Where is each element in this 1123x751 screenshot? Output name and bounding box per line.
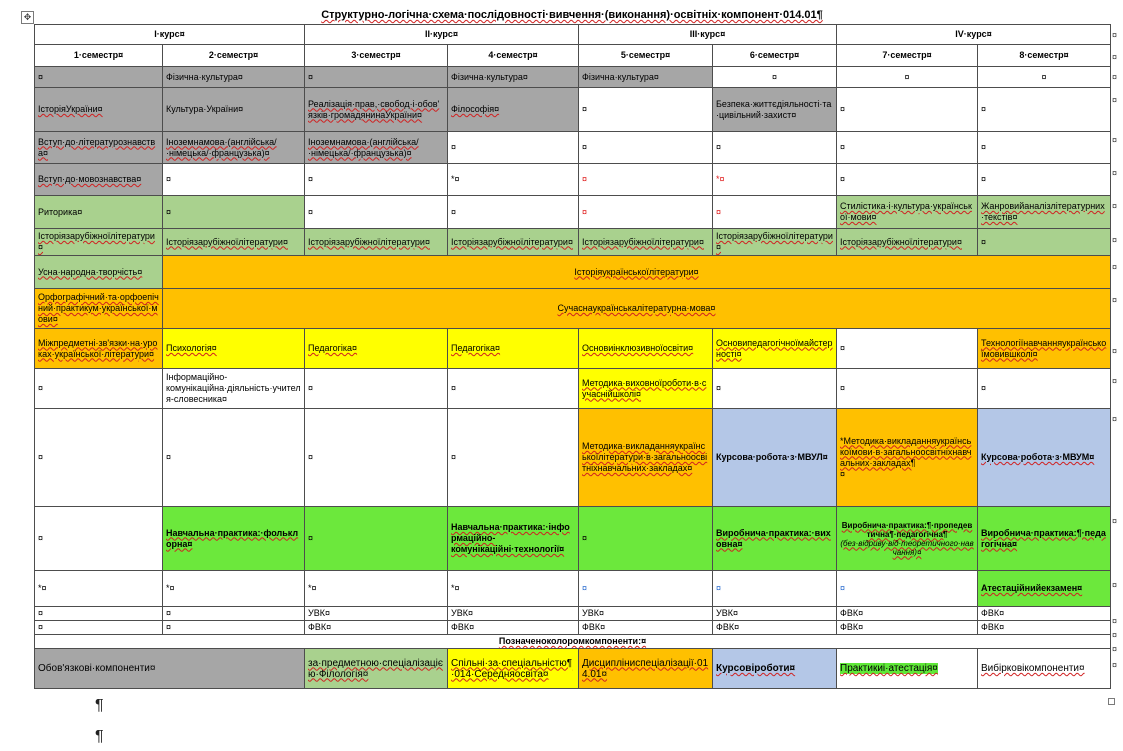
semester-header: 4·семестр¤ bbox=[448, 45, 579, 67]
end-of-row-mark: ¤ bbox=[1112, 346, 1118, 356]
table-cell[interactable]: ¤ bbox=[305, 164, 448, 196]
table-cell[interactable]: ¤ bbox=[713, 571, 837, 607]
table-cell[interactable]: ¤ bbox=[837, 571, 978, 607]
semester-header: 8·семестр¤ bbox=[978, 45, 1111, 67]
table-cell[interactable]: ¤ bbox=[978, 164, 1111, 196]
table-cell[interactable]: ¤ bbox=[448, 409, 579, 507]
table-cell[interactable]: Орфографічний·та·орфоепічний·практикум·української·мови¤ bbox=[38, 292, 159, 324]
page-title: Структурно-логічна·схема·послідовності·вивчення·(виконання)·освітніх·компонент·014.01¶ bbox=[321, 9, 823, 21]
table-cell[interactable]: ¤ bbox=[448, 132, 579, 164]
paragraph-mark: ¶ bbox=[95, 728, 104, 745]
course-header-2: II·курс¤ bbox=[305, 25, 579, 45]
course-header-3: III·курс¤ bbox=[579, 25, 837, 45]
table-cell[interactable]: ¤ bbox=[837, 67, 978, 88]
table-cell[interactable]: ¤ bbox=[837, 88, 978, 132]
table-cell[interactable]: ¤ bbox=[579, 132, 713, 164]
table-cell[interactable]: *¤ bbox=[163, 571, 305, 607]
legend-specialization-philology: за·предметною·спеціалізацією·Філологія¤ bbox=[308, 657, 443, 680]
table-cell[interactable]: ¤ bbox=[35, 67, 163, 88]
table-cell[interactable]: ФВК¤ bbox=[837, 607, 978, 621]
table-cell[interactable]: Вступ·до·мовознавства¤ bbox=[38, 174, 142, 184]
table-cell[interactable]: ¤ bbox=[837, 329, 978, 369]
semester-header: 2·семестр¤ bbox=[163, 45, 305, 67]
table-cell[interactable]: ¤ bbox=[713, 196, 837, 229]
end-of-row-mark: ¤ bbox=[1112, 630, 1118, 640]
table-cell[interactable]: ¤ bbox=[35, 621, 163, 635]
table-cell[interactable]: ¤ bbox=[163, 196, 305, 229]
table-cell[interactable]: ¤ bbox=[35, 409, 163, 507]
table-cell[interactable]: ¤ bbox=[579, 571, 713, 607]
table-cell[interactable]: Історіязарубіжноїлітератури¤ bbox=[582, 236, 704, 247]
table-cell[interactable]: Історіязарубіжноїлітератури¤ bbox=[716, 231, 833, 252]
table-cell[interactable]: ¤ bbox=[163, 621, 305, 635]
table-cell[interactable]: ¤ bbox=[978, 132, 1111, 164]
table-cell[interactable]: ¤ bbox=[713, 132, 837, 164]
table-cell[interactable]: Виробнича·практика:·виховна¤ bbox=[716, 527, 831, 549]
table-cell[interactable]: ¤ bbox=[35, 369, 163, 409]
table-cell[interactable]: ¤ bbox=[448, 196, 579, 229]
table-cell[interactable]: ¤ bbox=[579, 164, 713, 196]
table-cell[interactable]: ІсторіяУкраїни¤ bbox=[38, 104, 103, 114]
table-cell[interactable]: Усна·народна·творчість¤ bbox=[38, 266, 143, 277]
table-cell[interactable]: *¤ bbox=[35, 571, 163, 607]
end-of-row-mark: ¤ bbox=[1112, 616, 1118, 626]
table-cell[interactable]: Технологіїнавчанняукраїнськоїмовившколі¤ bbox=[981, 337, 1107, 359]
table-cell[interactable]: ¤ bbox=[305, 196, 448, 229]
table-cell[interactable]: ¤ bbox=[163, 409, 305, 507]
semester-header: 5·семестр¤ bbox=[579, 45, 713, 67]
table-cell[interactable]: ¤ bbox=[837, 164, 978, 196]
table-cell[interactable]: Основиінклюзивноїосвіти¤ bbox=[582, 343, 694, 353]
legend-elective: Вибірковікомпоненти¤ bbox=[981, 663, 1085, 674]
table-cell[interactable]: Риторика¤ bbox=[35, 196, 163, 229]
table-cell[interactable]: Курсова·робота·з·МВУЛ¤ bbox=[713, 409, 837, 507]
semester-header: 7·семестр¤ bbox=[837, 45, 978, 67]
table-cell[interactable]: ¤ bbox=[978, 369, 1111, 409]
table-cell[interactable]: Сучаснаукраїнськалітературна·мова¤ bbox=[557, 303, 716, 313]
curriculum-table bbox=[34, 24, 1111, 689]
table-cell[interactable]: ¤ bbox=[305, 67, 448, 88]
legend-mandatory: Обов'язкові·компоненти¤ bbox=[35, 649, 305, 689]
table-resize-handle-icon[interactable] bbox=[1108, 698, 1115, 705]
end-of-row-mark: ¤ bbox=[1112, 644, 1118, 654]
table-cell[interactable]: УВК¤ bbox=[448, 607, 579, 621]
table-cell[interactable]: Основипедагогічноїмайстерності¤ bbox=[716, 337, 833, 359]
table-cell[interactable]: Філософія¤ bbox=[451, 104, 500, 114]
semester-header: 1·семестр¤ bbox=[35, 45, 163, 67]
table-cell-note: (без·відриву·від·теоретичного·навчання)¤ bbox=[840, 538, 974, 557]
table-cell[interactable]: ¤ bbox=[305, 409, 448, 507]
table-cell[interactable]: Інформаційно-комунікаційна·діяльність·учителя-словесника¤ bbox=[163, 369, 305, 409]
end-of-row-mark: ¤ bbox=[1112, 168, 1118, 178]
end-of-row-mark: ¤ bbox=[1112, 30, 1118, 40]
legend-common-specialty: Спільні·за·спеціальністю¶·014·Середняосвіта¤ bbox=[451, 657, 573, 680]
table-cell[interactable]: Історіязарубіжноїлітератури¤ bbox=[451, 236, 573, 247]
table-cell[interactable]: ¤ bbox=[305, 369, 448, 409]
table-cell[interactable]: *Методика·викладанняукраїнськоїмови·в·загальноосвітніхнавчальних·закладах¶ bbox=[840, 435, 972, 468]
course-header-4: IV·курс¤ bbox=[837, 25, 1111, 45]
course-header-1: I·курс¤ bbox=[35, 25, 305, 45]
end-of-row-mark: ¤ bbox=[1112, 95, 1118, 105]
table-cell[interactable]: Вступ·до·літературознавства¤ bbox=[38, 136, 156, 158]
legend-practices: Практикиі·атестація¤ bbox=[840, 663, 938, 674]
end-of-row-mark: ¤ bbox=[1112, 235, 1118, 245]
table-cell[interactable]: ¤ bbox=[713, 369, 837, 409]
table-cell[interactable]: Навчальна·практика:·фольклорна¤ bbox=[166, 527, 299, 549]
table-cell[interactable]: Виробнича·практика:¶·педагогічна¤ bbox=[981, 527, 1106, 549]
paragraph-mark: ¶ bbox=[95, 697, 104, 714]
table-cell[interactable]: ФВК¤ bbox=[579, 621, 713, 635]
end-of-row-mark: ¤ bbox=[1112, 414, 1118, 424]
table-cell[interactable]: Психологія¤ bbox=[166, 343, 217, 353]
table-cell[interactable]: Курсова·робота·з·МВУМ¤ bbox=[981, 452, 1095, 462]
table-cell[interactable]: Іноземнамова·(англійська/·німецька/·французька)¤ bbox=[166, 136, 277, 158]
table-cell[interactable]: Безпека·життєдіяльності·та·цивільний·захист¤ bbox=[713, 88, 837, 132]
end-of-row-mark: ¤ bbox=[1112, 376, 1118, 386]
table-cell[interactable]: УВК¤ bbox=[305, 607, 448, 621]
table-cell[interactable]: Жанровийаналізлітературних·текстів¤ bbox=[981, 201, 1105, 222]
table-cell[interactable]: Іноземнамова·(англійська/·німецька/·французька)¤ bbox=[308, 136, 419, 158]
table-cell[interactable]: Навчальна·практика:·інформаційно-комунікаційні·технології¤ bbox=[451, 522, 570, 554]
table-move-handle-icon[interactable]: ✥ bbox=[21, 11, 34, 24]
legend-title: Позначеноколоромкомпоненти:¤ bbox=[498, 636, 647, 646]
table-cell[interactable]: ¤ bbox=[579, 196, 713, 229]
table-cell[interactable]: ¤ bbox=[837, 132, 978, 164]
table-cell[interactable]: Методика·викладанняукраїнськоїлітератури·в·загальноосвітніхнавчальних·закладах¤ bbox=[582, 441, 708, 473]
table-cell[interactable]: Історіязарубіжноїлітератури¤ bbox=[308, 236, 430, 247]
table-cell-end-mark: ¤ bbox=[840, 468, 846, 479]
table-cell[interactable]: Стилістика·і·культура·української·мови¤ bbox=[840, 201, 972, 222]
table-cell[interactable]: Педагогіка¤ bbox=[308, 343, 358, 353]
table-cell[interactable]: ФВК¤ bbox=[837, 621, 978, 635]
table-cell[interactable]: ФВК¤ bbox=[713, 621, 837, 635]
table-cell[interactable]: Реалізація·прав,·свобод·і·обов'язків·громадянинаУкраїни¤ bbox=[308, 98, 440, 120]
table-cell[interactable]: ¤ bbox=[163, 164, 305, 196]
table-cell[interactable]: Виробнича·практика:¶·пропедевтична¶·педагогічна¶ bbox=[841, 520, 973, 539]
table-cell[interactable]: Фізична·культура¤ bbox=[163, 67, 305, 88]
table-cell[interactable]: *¤ bbox=[448, 571, 579, 607]
end-of-row-mark: ¤ bbox=[1112, 516, 1118, 526]
table-cell[interactable]: *¤ bbox=[305, 571, 448, 607]
end-of-row-mark: ¤ bbox=[1112, 580, 1118, 590]
table-cell[interactable]: ¤ bbox=[163, 607, 305, 621]
table-cell[interactable]: Історіязарубіжноїлітератури¤ bbox=[840, 236, 962, 247]
table-cell[interactable]: Історіяукраїнськоїлітератури¤ bbox=[574, 266, 699, 277]
table-cell[interactable]: ¤ bbox=[35, 607, 163, 621]
end-of-row-mark: ¤ bbox=[1112, 52, 1118, 62]
table-cell[interactable]: Історіязарубіжноїлітератури¤ bbox=[166, 236, 288, 247]
table-cell[interactable]: Історіязарубіжноїлітератури¤ bbox=[38, 231, 155, 252]
legend-course-works: Курсовіроботи¤ bbox=[716, 663, 796, 674]
table-cell[interactable]: Фізична·культура¤ bbox=[579, 67, 713, 88]
table-cell[interactable]: УВК¤ bbox=[579, 607, 713, 621]
table-cell[interactable]: ¤ bbox=[978, 229, 1111, 256]
table-cell[interactable]: Методика·виховноїроботи·в·сучаснійшколі¤ bbox=[582, 377, 707, 399]
table-cell[interactable]: ¤ bbox=[448, 369, 579, 409]
table-cell[interactable]: УВК¤ bbox=[713, 607, 837, 621]
table-cell[interactable]: ФВК¤ bbox=[978, 621, 1111, 635]
end-of-row-mark: ¤ bbox=[1112, 295, 1118, 305]
table-cell[interactable]: ФВК¤ bbox=[978, 607, 1111, 621]
table-cell[interactable]: ¤ bbox=[579, 88, 713, 132]
table-cell[interactable]: ¤ bbox=[978, 67, 1111, 88]
table-cell[interactable]: Культура·України¤ bbox=[163, 88, 305, 132]
semester-header: 3·семестр¤ bbox=[305, 45, 448, 67]
table-cell[interactable]: Фізична·культура¤ bbox=[448, 67, 579, 88]
end-of-row-mark: ¤ bbox=[1112, 135, 1118, 145]
legend-specialization-disciplines: Дисципліниспеціалізації·014.01¤ bbox=[582, 657, 709, 680]
end-of-row-mark: ¤ bbox=[1112, 201, 1118, 211]
table-cell[interactable]: *¤ bbox=[713, 164, 837, 196]
end-of-row-mark: ¤ bbox=[1112, 72, 1118, 82]
semester-header: 6·семестр¤ bbox=[713, 45, 837, 67]
table-cell[interactable]: ¤ bbox=[35, 507, 163, 571]
table-cell[interactable]: Міжпредметні·зв'язки·на·уроках·української·літератури¤ bbox=[38, 337, 158, 359]
table-cell[interactable]: Атестаційнийекзамен¤ bbox=[981, 583, 1083, 593]
table-cell[interactable]: ФВК¤ bbox=[448, 621, 579, 635]
table-cell[interactable]: *¤ bbox=[448, 164, 579, 196]
table-cell[interactable]: ФВК¤ bbox=[305, 621, 448, 635]
end-of-row-mark: ¤ bbox=[1112, 660, 1118, 670]
table-cell[interactable]: Педагогіка¤ bbox=[451, 343, 501, 353]
end-of-row-mark: ¤ bbox=[1112, 262, 1118, 272]
table-cell[interactable]: ¤ bbox=[579, 507, 713, 571]
table-cell[interactable]: ¤ bbox=[978, 88, 1111, 132]
table-cell[interactable]: ¤ bbox=[305, 507, 448, 571]
table-cell[interactable]: ¤ bbox=[837, 369, 978, 409]
table-cell[interactable]: ¤ bbox=[713, 67, 837, 88]
